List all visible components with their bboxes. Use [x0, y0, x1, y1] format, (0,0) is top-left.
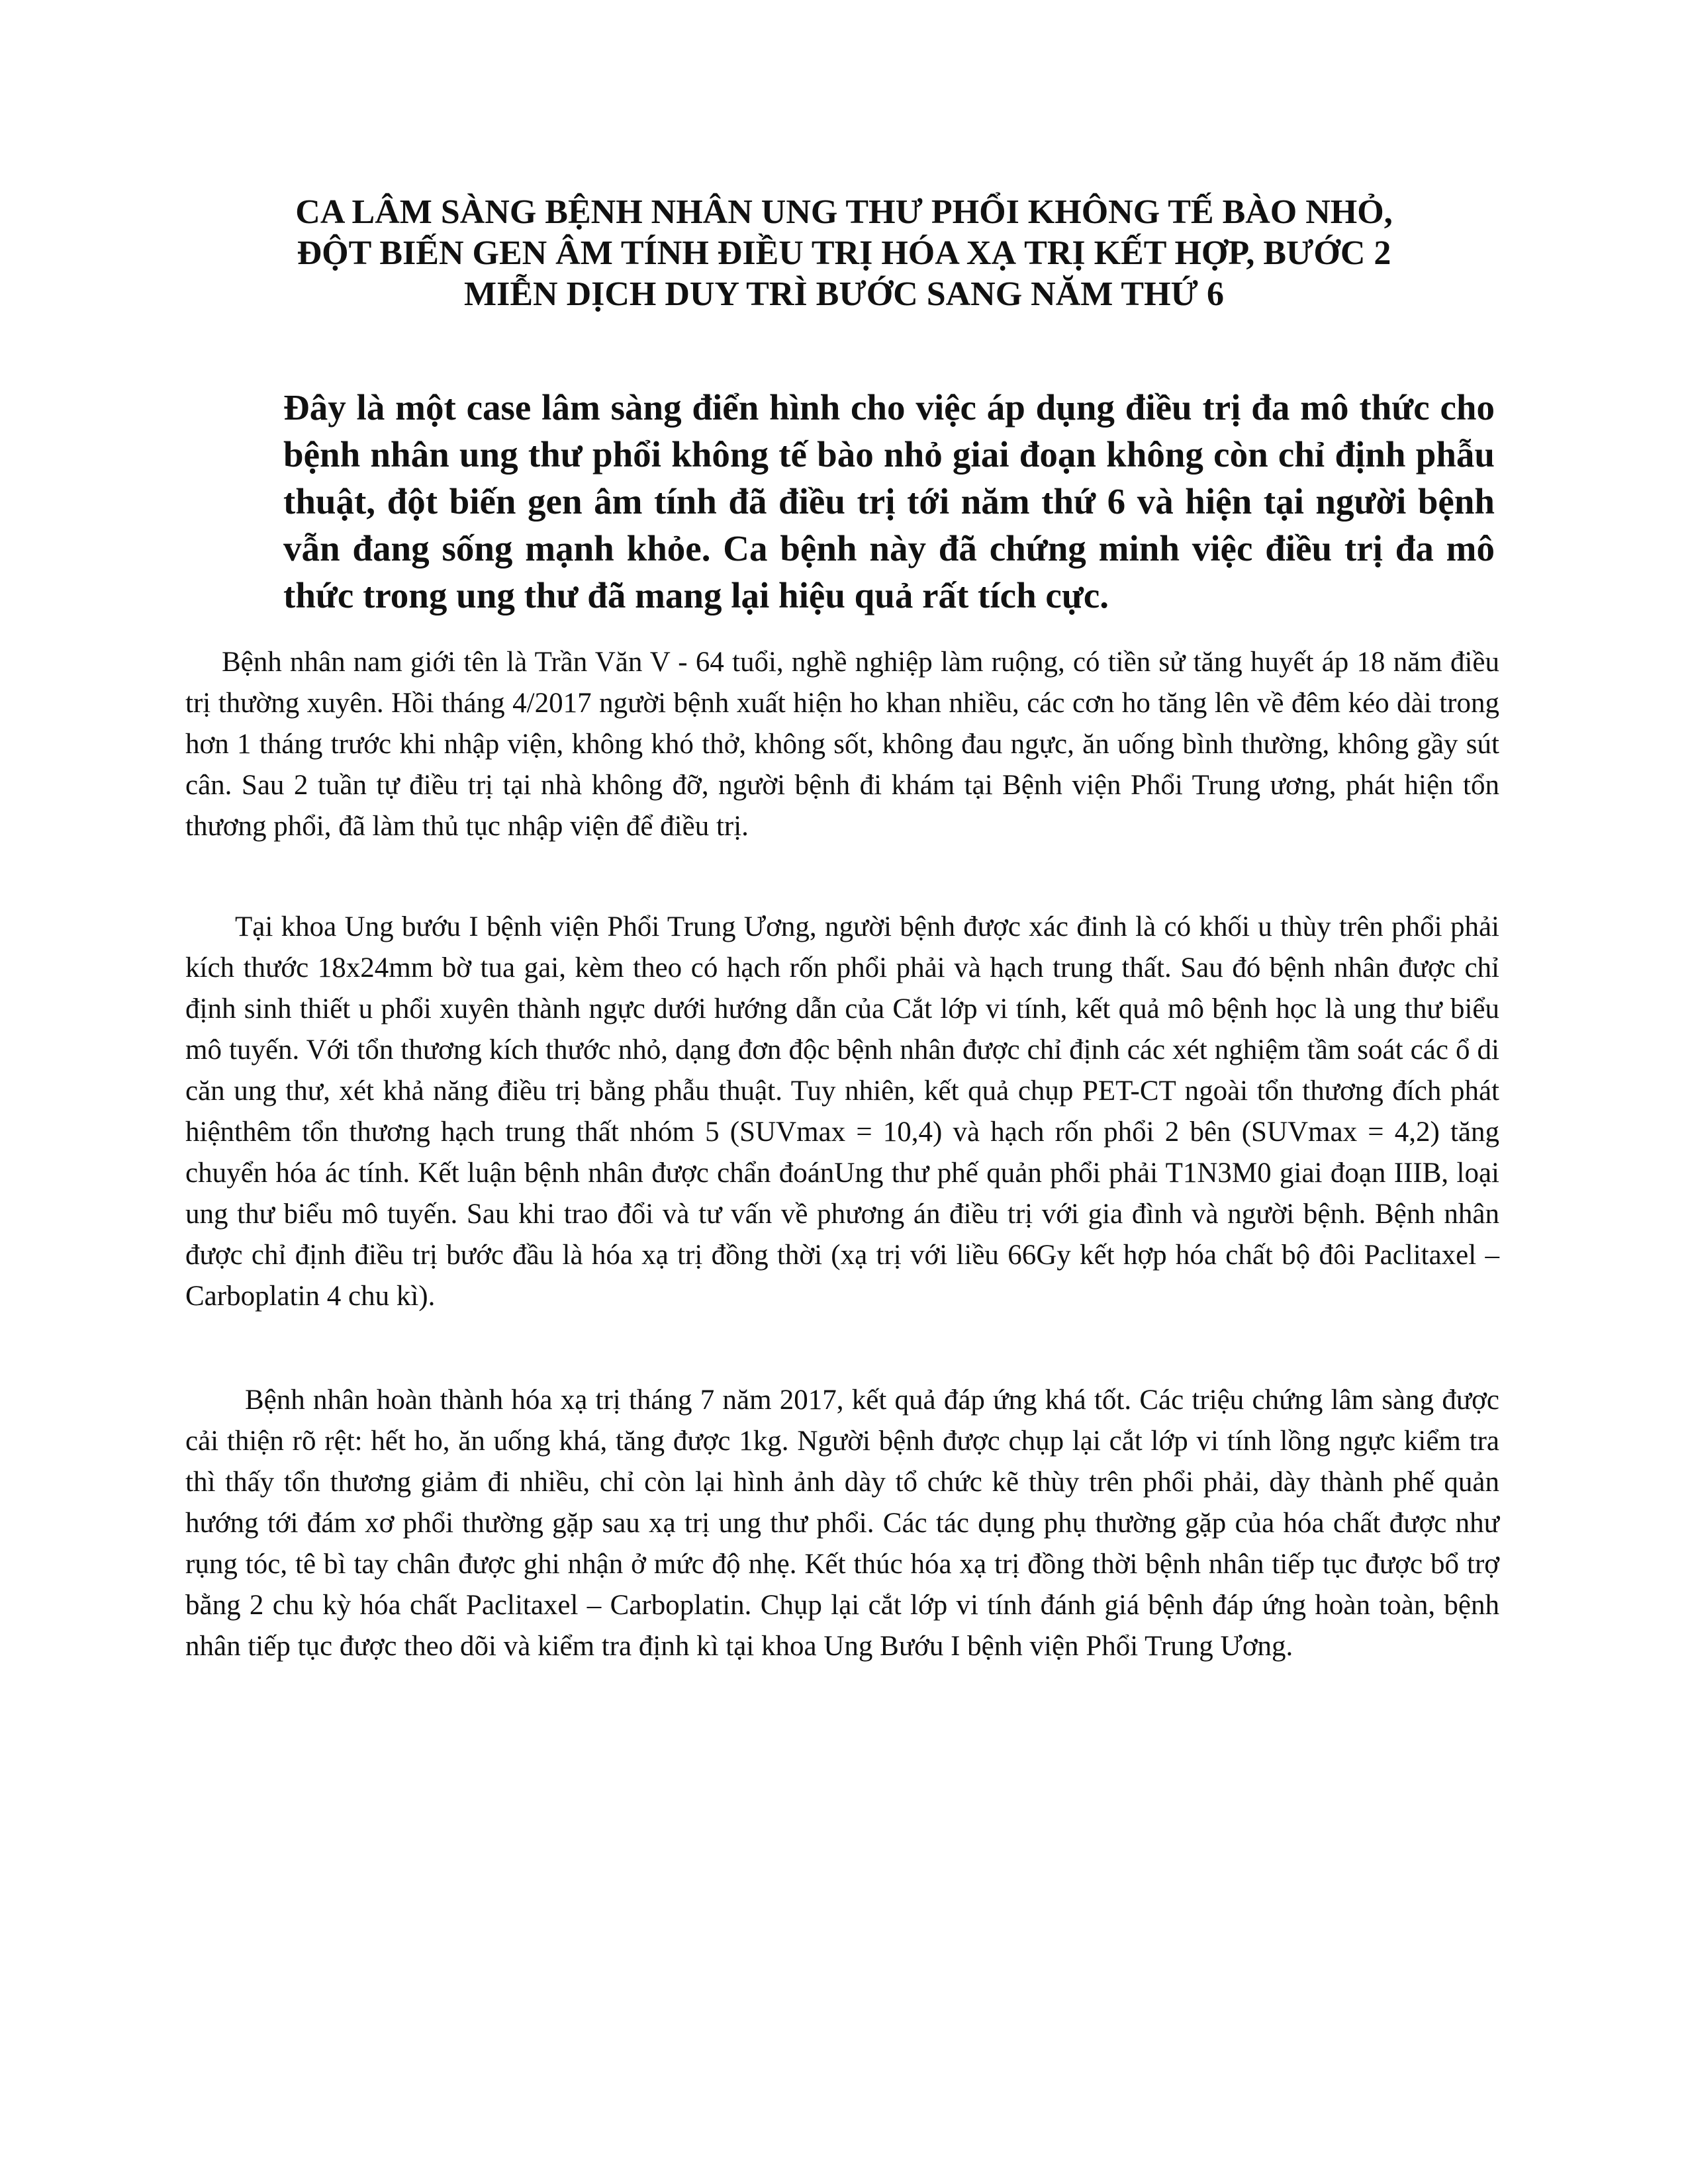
title-line-2: ĐỘT BIẾN GEN ÂM TÍNH ĐIỀU TRỊ HÓA XẠ TRỊ KẾT HỢP, BƯỚC 2 [297, 234, 1391, 272]
body-paragraph-1: Bệnh nhân nam giới tên là Trần Văn V - 64 tuổi, nghề nghiệp làm ruộng, có tiền sử tăng huyết áp 18 năm điều trị thường xuyên. Hồi tháng 4/2017 người bệnh xuất hiện ho khan nhiều, các cơn ho tăng lên về đêm kéo dài trong hơn 1 tháng trước khi nhập viện, không khó thở, không sốt, không đau ngực, ăn uống bình thường, không gầy sút cân. Sau 2 tuần tự điều trị tại nhà không đỡ, người bệnh đi khám tại Bệnh viện Phổi Trung ương, phát hiện tổn thương phổi, đã làm thủ tục nhập viện để điều trị. [185, 647, 1499, 842]
abstract-paragraph: Đây là một case lâm sàng điển hình cho việc áp dụng điều trị đa mô thức cho bệnh nhân ung thư phổi không tế bào nhỏ giai đoạn không còn chỉ định phẫu thuật, đột biến gen âm tính đã điều trị tới năm thứ 6 và hiện tại người bệnh vẫn đang sống mạnh khỏe. Ca bệnh này đã chứng minh việc điều trị đa mô thức trong ung thư đã mang lại hiệu quả rất tích cực. [283, 387, 1495, 615]
title-line-1: CA LÂM SÀNG BỆNH NHÂN UNG THƯ PHỔI KHÔNG TẾ BÀO NHỎ, [295, 193, 1393, 231]
title-line-3: MIỄN DỊCH DUY TRÌ BƯỚC SANG NĂM THỨ 6 [464, 275, 1224, 313]
body-paragraph-3: Bệnh nhân hoàn thành hóa xạ trị tháng 7 năm 2017, kết quả đáp ứng khá tốt. Các triệu chứng lâm sàng được cải thiện rõ rệt: hết ho, ăn uống khá, tăng được 1kg. Người bệnh được chụp lại cắt lớp vi tính lồng ngực kiểm tra thì thấy tổn thương giảm đi nhiều, chỉ còn lại hình ảnh dày tổ chức kẽ thùy trên phổi phải, dày thành phế quản hướng tới đám xơ phổi thường gặp sau xạ trị ung thư phổi. Các tác dụng phụ thường gặp của hóa chất được như rụng tóc, tê bì tay chân được ghi nhận ở mức độ nhẹ. Kết thúc hóa xạ trị đồng thời bệnh nhân tiếp tục được bổ trợ bằng 2 chu kỳ hóa chất Paclitaxel – Carboplatin. Chụp lại cắt lớp vi tính đánh giá bệnh đáp ứng hoàn toàn, bệnh nhân tiếp tục được theo dõi và kiểm tra định kì tại khoa Ung Bướu I bệnh viện Phổi Trung Ương. [185, 1385, 1499, 1662]
body-paragraph-2: Tại khoa Ung bướu I bệnh viện Phổi Trung Ương, người bệnh được xác đinh là có khối u thùy trên phổi phải kích thước 18x24mm bờ tua gai, kèm theo có hạch rốn phổi phải và hạch trung thất. Sau đó bệnh nhân được chỉ định sinh thiết u phổi xuyên thành ngực dưới hướng dẫn của Cắt lớp vi tính, kết quả mô bệnh học là ung thư biểu mô tuyến. Với tổn thương kích thước nhỏ, dạng đơn độc bệnh nhân được chỉ định các xét nghiệm tầm soát các ổ di căn ung thư, xét khả năng điều trị bằng phẫu thuật. Tuy nhiên, kết quả chụp PET-CT ngoài tổn thương đích phát hiệnthêm tổn thương hạch trung thất nhóm 5 (SUVmax = 10,4) và hạch rốn phổi 2 bên (SUVmax = 4,2) tăng chuyển hóa ác tính. Kết luận bệnh nhân được chẩn đoánUng thư phế quản phổi phải T1N3M0 giai đoạn IIIB, loại ung thư biểu mô tuyến. Sau khi trao đổi và tư vấn về phương án điều trị với gia đình và người bệnh. Bệnh nhân được chỉ định điều trị bước đầu là hóa xạ trị đồng thời (xạ trị với liều 66Gy kết hợp hóa chất bộ đôi Paclitaxel – Carboplatin 4 chu kì). [185, 911, 1499, 1312]
document-title [199, 192, 1489, 315]
